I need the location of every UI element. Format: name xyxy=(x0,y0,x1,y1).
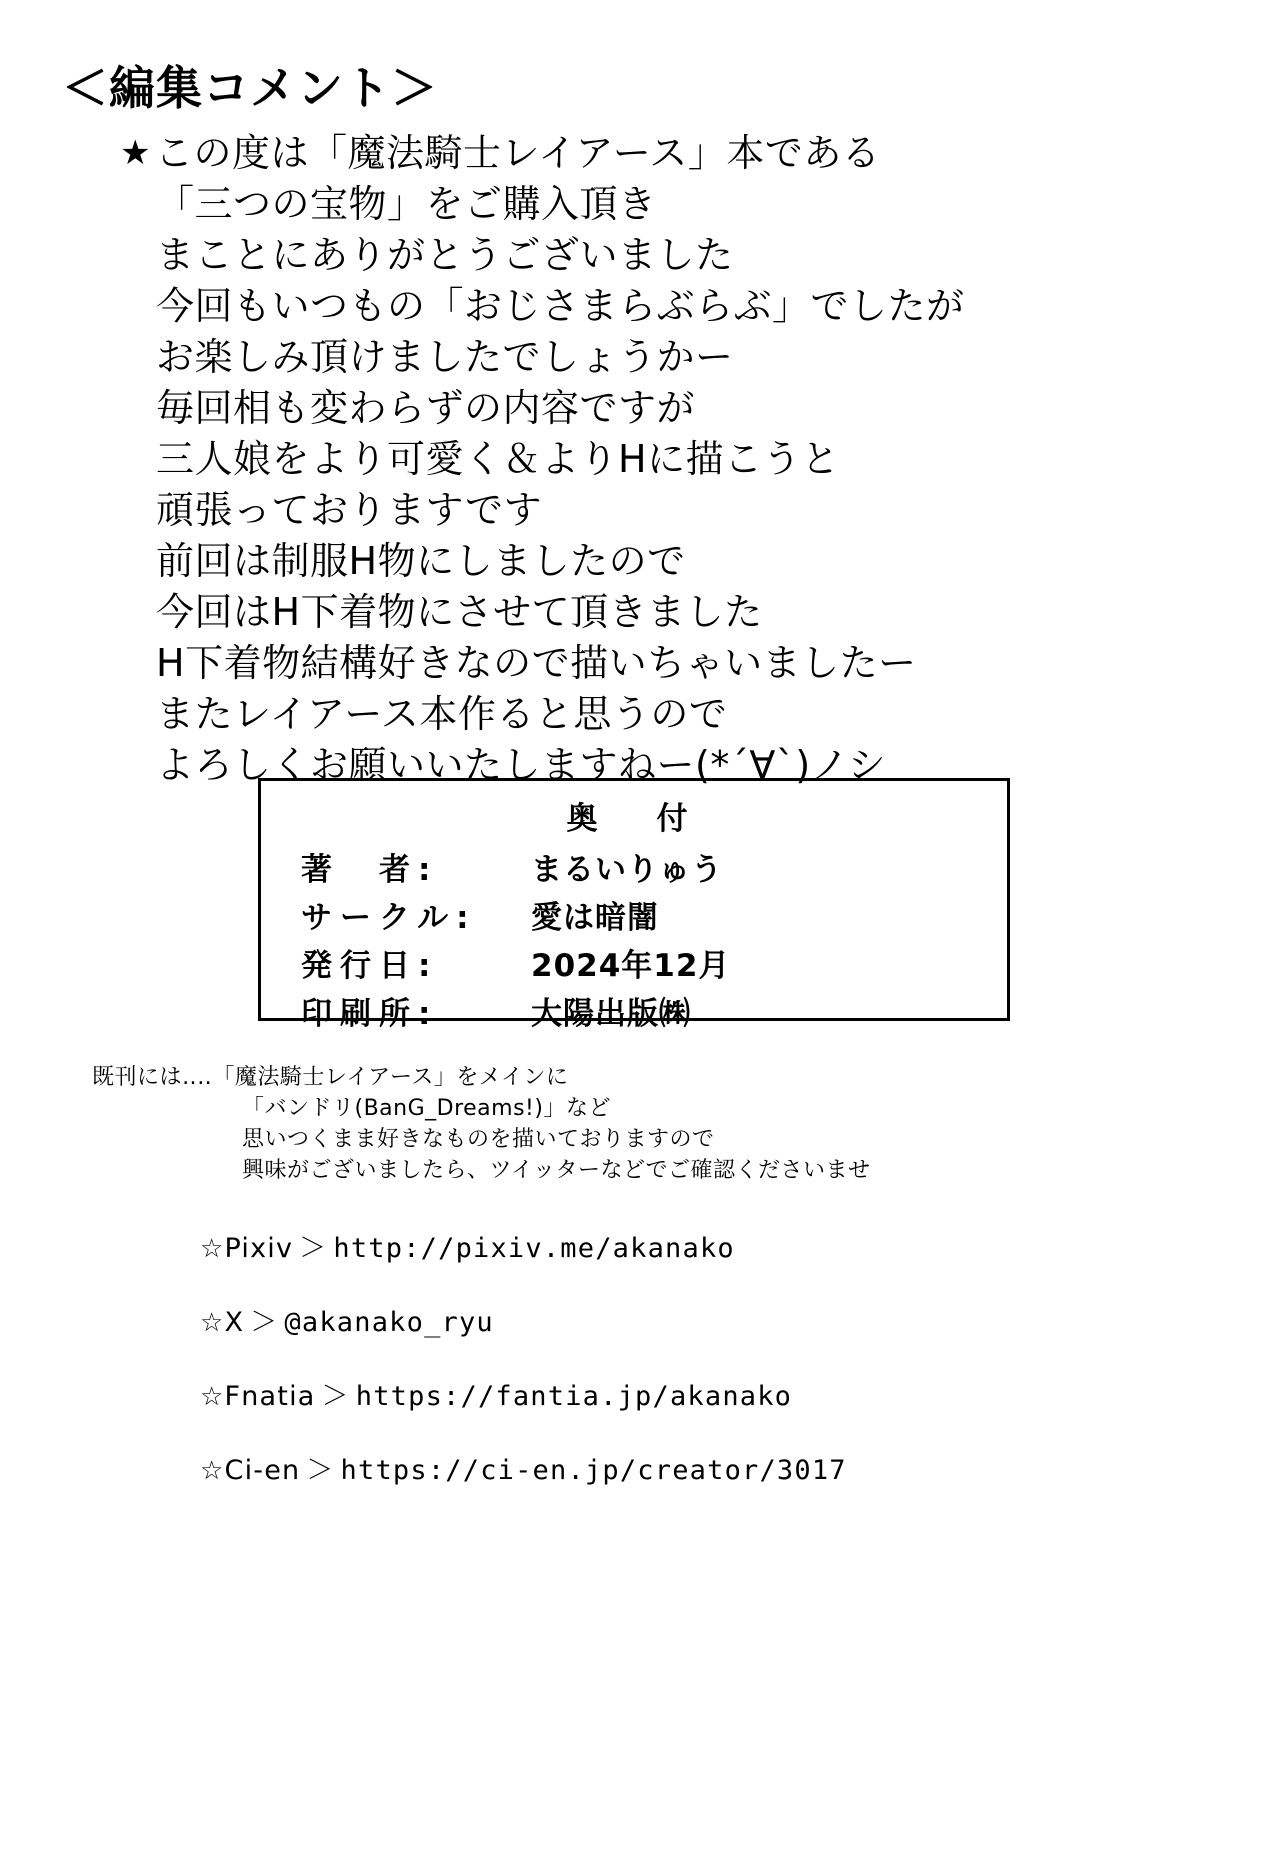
link-separator: ＞ xyxy=(321,1381,350,1412)
comment-text: よろしくお願いいたしますねー(*´∀`)ノシ xyxy=(156,743,887,787)
link-separator: ＞ xyxy=(299,1233,328,1264)
page-title: ＜編集コメント＞ xyxy=(62,61,438,115)
colophon-label: サークル: xyxy=(301,900,477,936)
comment-line xyxy=(120,434,1170,485)
comment-text: H下着物結構好きなので描いちゃいましたー xyxy=(156,641,917,685)
comment-text: まことにありがとうございました xyxy=(156,233,734,277)
link-separator: ＞ xyxy=(306,1455,335,1486)
colophon-value: 大陽出版㈱ xyxy=(531,996,691,1032)
editor-comment-block xyxy=(120,128,1170,791)
colophon-row xyxy=(301,846,1007,894)
comment-text: 毎回相も変わらずの内容ですが xyxy=(156,386,696,430)
star-icon: ★ xyxy=(120,133,151,173)
comment-text: またレイアース本作ると思うので xyxy=(156,692,728,736)
previous-works-note xyxy=(92,1062,1092,1186)
comment-line xyxy=(120,179,1170,230)
colophon-value: 2024年12月 xyxy=(531,948,731,984)
link-label: Pixiv xyxy=(224,1233,294,1264)
comment-text: 「三つの宝物」をご購入頂き xyxy=(156,182,657,226)
comment-text: 頑張っておりますです xyxy=(156,488,543,532)
note-line: 興味がございましたら、ツイッターなどでご確認くださいませ xyxy=(242,1158,871,1183)
comment-line xyxy=(120,281,1170,332)
link-url[interactable]: @akanako_ryu xyxy=(284,1307,494,1338)
social-links xyxy=(200,1212,847,1508)
colophon-row xyxy=(301,894,1007,942)
colophon-label: 著 者: xyxy=(301,852,439,888)
comment-line xyxy=(120,230,1170,281)
comment-line xyxy=(120,485,1170,536)
star-icon: ☆ xyxy=(200,1308,225,1338)
colophon-rows xyxy=(261,846,1007,1038)
comment-text: お楽しみ頂けましたでしょうかー xyxy=(156,335,734,379)
comment-text: 前回は制服H物にしましたので xyxy=(156,539,686,583)
comment-line xyxy=(120,383,1170,434)
link-row-x[interactable] xyxy=(200,1286,847,1360)
link-row-cien[interactable] xyxy=(200,1434,847,1508)
star-icon: ☆ xyxy=(200,1234,225,1264)
comment-text: 三人娘をより可愛く＆よりHに描こうと xyxy=(156,437,840,481)
colophon-label: 印刷所: xyxy=(301,996,439,1032)
comment-line xyxy=(120,638,1170,689)
link-row-pixiv[interactable] xyxy=(200,1212,847,1286)
colophon-row xyxy=(301,990,1007,1038)
comment-line xyxy=(120,536,1170,587)
note-line: 既刊には‥‥「魔法騎士レイアース」をメインに xyxy=(92,1065,569,1090)
star-icon: ☆ xyxy=(200,1382,225,1412)
comment-line xyxy=(120,332,1170,383)
link-url[interactable]: https://ci-en.jp/creator/3017 xyxy=(340,1455,847,1486)
link-url[interactable]: https://fantia.jp/akanako xyxy=(355,1381,793,1412)
colophon-label: 発行日: xyxy=(301,948,439,984)
link-label: Fnatia xyxy=(224,1381,316,1412)
colophon-value: 愛は暗闇 xyxy=(531,900,659,936)
comment-line xyxy=(120,128,1170,179)
colophon-value: まるいりゅう xyxy=(531,852,723,888)
comment-text: 今回もいつもの「おじさまらぶらぶ」でしたが xyxy=(156,284,965,328)
star-icon: ☆ xyxy=(200,1456,225,1486)
colophon-box xyxy=(258,778,1010,1032)
comment-text: 今回はH下着物にさせて頂きました xyxy=(156,590,763,634)
comment-line xyxy=(120,587,1170,638)
colophon-title: 奥 付 xyxy=(566,801,702,837)
comment-text: この度は「魔法騎士レイアース」本である xyxy=(154,131,881,175)
comment-line xyxy=(120,689,1170,740)
note-line: 思いつくまま好きなものを描いておりますので xyxy=(242,1127,715,1152)
link-url[interactable]: http://pixiv.me/akanako xyxy=(333,1233,735,1264)
link-row-fantia[interactable] xyxy=(200,1360,847,1434)
link-separator: ＞ xyxy=(250,1307,279,1338)
link-label: Ci-en xyxy=(224,1455,301,1486)
colophon-row xyxy=(301,942,1007,990)
note-line: 「バンドリ(BanG_Dreams!)」など xyxy=(242,1096,611,1121)
link-label: X xyxy=(224,1307,245,1338)
